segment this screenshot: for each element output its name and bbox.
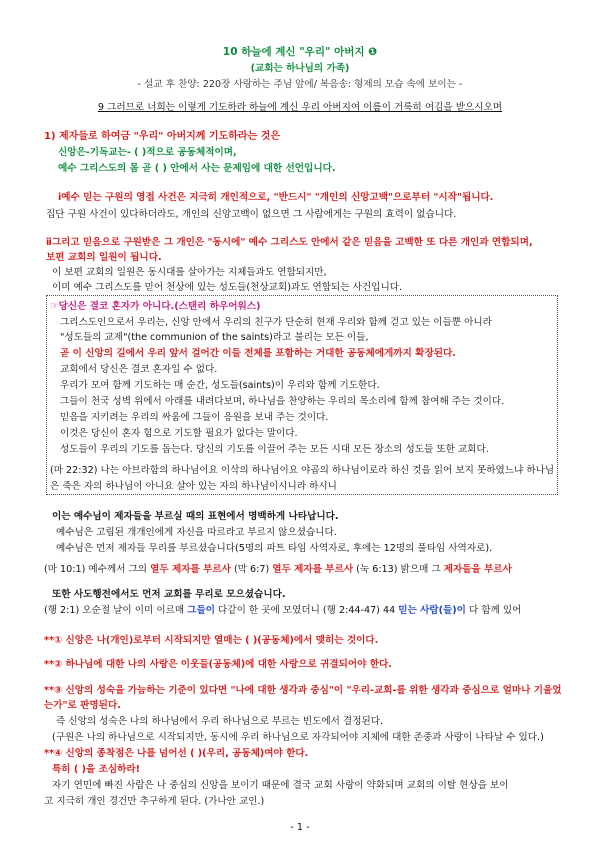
quote-line: 이것은 당신이 혼자 힘으로 기도할 필요가 없다는 말이다. (60, 428, 298, 439)
item-1: **① 신앙은 나(개인)로부터 시작되지만 열매는 ( )(공동체)에서 맺히는 것이다. (44, 635, 379, 646)
item-4: **④ 신앙의 종착점은 나를 넘어선 ( )(우리, 공동체)여야 한다. (44, 748, 309, 759)
item-3-c: 즉 신앙의 성숙은 나의 하나님에서 우리 하나님으로 부르는 빈도에서 결정된다. (56, 716, 384, 727)
quote-scripture-1: (마 22:32) 나는 아브라함의 하나님이요 이삭의 하나님이요 야곱의 하나님이로라 하신 것을 읽어 보지 못하였느냐 하나님 (50, 465, 555, 476)
quote-line-highlight: 곧 이 신앙의 길에서 우리 앞서 걸어간 이들 전체를 포함하는 거대한 공동체에게까지 확장된다. (60, 348, 456, 359)
quote-line: 그들이 천국 성벽 위에서 아래를 내려다보며, 하나님을 찬양하는 우리의 목소리에 함께 참여해 주는 것이다. (60, 396, 505, 407)
point-ii-heading-1: ⅱ그리고 믿음으로 구원받은 그 개인은 "동시에" 예수 그리스도 안에서 같은 믿음을 고백한 또 다른 개인과 연합되며, (46, 237, 533, 248)
item-6-a: 자기 연민에 빠진 사람은 나 중심의 신앙을 보이기 때문에 결국 교회 사랑이 약화되며 교회의 이탈 현상을 보이 (52, 780, 509, 791)
ref-highlight: 그들이 (187, 605, 215, 616)
point-i-heading: ⅰ예수 믿는 구원의 영접 사건은 지극히 개인적으로, "반드시" "개인의 신앙고백"으로부터 "시작"됩니다. (58, 192, 494, 203)
ref-text: 다같이 한 곳에 모였더니 (행 2:44-47) 44 (214, 605, 399, 616)
quote-line: 그리스도인으로서 우리는, 신앙 안에서 우리의 친구가 단순히 현재 우리와 함께 걷고 있는 이들뿐 아니라 (60, 317, 492, 328)
jesus-heading: 이는 예수님이 제자들을 부르실 때의 표현에서 명백하게 나타납니다. (52, 511, 339, 522)
point-ii-heading-2: 보편 교회의 일원이 됩니다. (46, 252, 162, 263)
jesus-body-1: 예수님은 고립된 개개인에게 자신을 따르라고 부르지 않으셨습니다. (56, 527, 337, 538)
page-title: 10 하늘에 계신 "우리" 아버지 ❶ (222, 46, 378, 58)
acts-references (44, 602, 521, 616)
quote-line: 교회에서 당신은 결코 혼자일 수 없다. (60, 364, 218, 375)
ref-text: (눅 6:13) 밝으매 그 (353, 564, 444, 575)
item-2: **② 하나님에 대한 나의 사랑은 이웃들(공동체)에 대한 사랑으로 귀결되어야 한다. (44, 659, 392, 670)
scripture-verse: 9 그러므로 너희는 이렇게 기도하라 하늘에 계신 우리 아버지여 이름이 거룩히 여김을 받으시오며 (97, 102, 503, 113)
ref-text: 다 함께 있어 (465, 605, 522, 616)
ref-text: (마 10:1) 예수께서 그의 (44, 564, 151, 575)
quote-line: 성도들이 우리의 기도를 돕는다. 당신의 기도를 이끌어 주는 모든 시대 모든 장소의 성도들 또한 교회다. (60, 444, 489, 455)
section1-line2: 신앙은-기독교는- ( )적으로 공동체적이며, (58, 147, 237, 158)
point-i-body: 집단 구원 사건이 있다하더라도, 개인의 신앙고백이 없으면 그 사람에게는 구원의 효력이 없습니다. (46, 209, 457, 220)
item-6-b: 고 지극히 개인 경건만 추구하게 된다. (가나안 교인.) (44, 796, 265, 807)
quote-box-heading: ☞당신은 결코 혼자가 아니다.(스탠리 하우어워스) (50, 301, 261, 312)
jesus-body-2: 예수님은 먼저 제자들 무리를 부르셨습니다(5명의 파트 타임 사역자로, 후에는 12명의 풀타임 사역자로). (56, 543, 493, 554)
quote-line: "성도들의 교제"(the communion of the saints)라고 불리는 모든 이들, (60, 332, 369, 343)
section1-heading: 1) 제자들로 하여금 "우리" 아버지께 기도하라는 것은 (44, 131, 281, 142)
item-5: 특히 ( )을 조심하라! (52, 764, 141, 775)
point-ii-body-1: 이 보편 교회의 일원은 동시대를 살아가는 지체들과도 연합되지만, (52, 267, 327, 278)
ref-highlight: 제자들을 부르사 (443, 564, 512, 575)
jesus-references (44, 561, 512, 575)
quote-line: 우리가 모여 함께 기도하는 매 순간, 성도들(saints)이 우리와 함께 기도한다. (60, 380, 380, 391)
ref-highlight: 열두 제자를 부르사 (150, 564, 231, 575)
quote-scripture-2: 은 죽은 자의 하나님이 아니요 살아 있는 자의 하나님이시니라 하시니 (50, 481, 337, 492)
ref-highlight: 열두 제자를 부르사 (272, 564, 354, 575)
acts-heading: 또한 사도행전에서도 먼저 교회를 무리로 모으셨습니다. (52, 589, 286, 600)
hymn-note: - 설교 후 찬양: 220장 사랑하는 주님 앞에/ 복음송: 형제의 모습 속에 보이는 - (137, 79, 463, 90)
item-3-a: **③ 신앙의 성숙을 가늠하는 기준이 있다면 "나에 대한 생각과 중심"이 "우리-교회-를 위한 생각과 중심으로 얼마나 기울었 (44, 685, 562, 696)
ref-text: (막 6:7) (230, 564, 273, 575)
item-3-d: (구원은 나의 하나님으로 시작되지만, 동시에 우리 하나님으로 자각되어야 지체에 대한 존중과 사랑이 나타날 수 있다.) (52, 732, 544, 743)
section1-line3: 예수 그리스도의 몸 곧 ( ) 안에서 사는 문제임에 대한 선언입니다. (58, 163, 336, 174)
ref-highlight: 믿는 사람(들)이 (398, 605, 466, 616)
page-number: - 1 - (290, 822, 310, 833)
ref-text: (행 2:1) 오순절 날이 이미 이르매 (44, 605, 188, 616)
item-3-b: 는가"로 판명된다. (44, 700, 121, 711)
page-subtitle: (교회는 하나님의 가족) (250, 63, 350, 74)
quote-line: 믿음을 지키려는 우리의 싸움에 그들이 응원을 보내 주는 것이다. (60, 412, 329, 423)
point-ii-body-2: 이미 예수 그리스도를 믿어 천상에 있는 성도들(천상교회)과도 연합되는 사건입니다. (52, 282, 403, 293)
